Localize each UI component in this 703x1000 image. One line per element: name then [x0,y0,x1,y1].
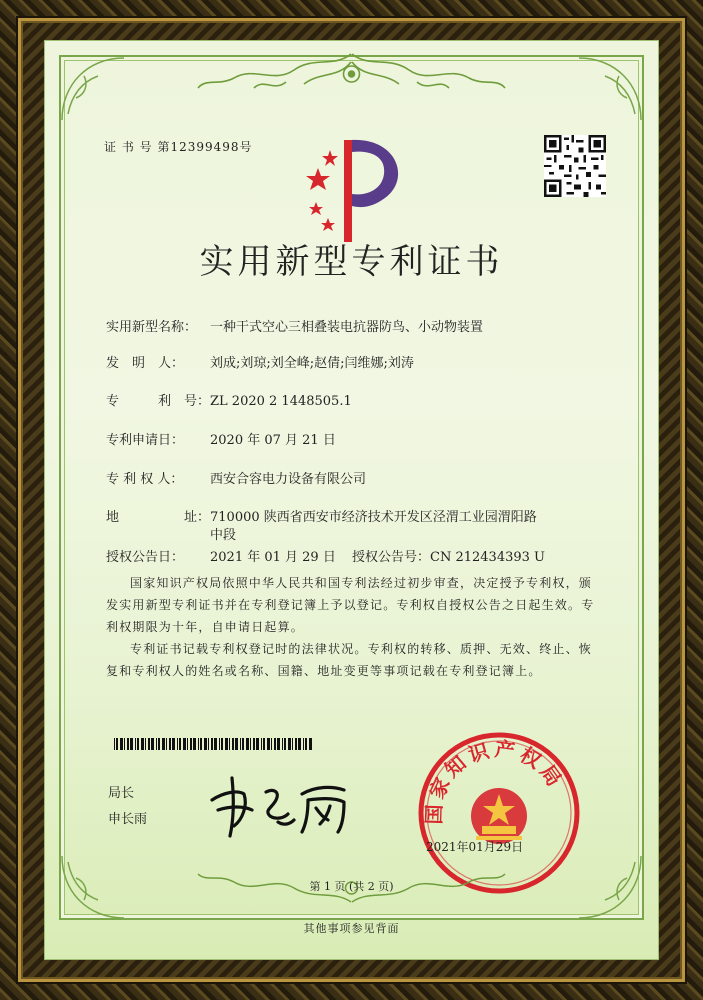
barcode-bar [214,738,217,750]
field-application-date-label: 专利申请日： [106,433,185,448]
barcode-bar [177,738,178,750]
patent-office-logo-icon [304,130,414,250]
field-grant-number-value: CN 212434393 U [430,550,545,565]
barcode-bar [156,738,157,750]
field-patent-number [106,390,352,409]
barcode-bar [277,738,280,750]
barcode-bar [309,738,312,750]
field-name-label: 实用新型名称： [106,320,198,335]
field-address-line2 [210,524,236,543]
barcode-bar [124,738,125,750]
barcode-bar [198,738,199,750]
barcode-bar [305,738,307,750]
field-inventor-value: 刘成;刘琼;刘全峰;赵倩;闫维娜;刘涛 [210,356,414,371]
barcode-bar [151,738,154,750]
field-patentee [106,468,366,487]
field-address-value-line1: 710000 陕西省西安市经济技术开发区泾渭工业园渭阳路 [210,510,537,525]
barcode-bar [169,738,171,750]
certificate-paper [44,40,659,960]
barcode-bar [250,738,251,750]
corner-ornament-icon [58,54,128,124]
field-grant-date-value: 2021 年 01 月 29 日 [210,550,336,565]
field-address-label: 地 址： [106,510,211,525]
barcode-bar [208,738,209,750]
field-grant-number [352,546,545,565]
field-address [106,506,537,525]
barcode-bar [130,738,133,750]
field-inventor-label: 发 明 人： [106,356,185,371]
barcode-bar [145,738,146,750]
barcode-bar [261,738,262,750]
barcode-bar [303,738,304,750]
field-patent-number-label: 专 利 号： [106,394,211,409]
barcode-bar [162,738,165,750]
barcode-bar [271,738,272,750]
barcode-bar [242,738,244,750]
barcode-bar [204,738,207,750]
barcode-bar [240,738,241,750]
barcode-bar [137,738,139,750]
legal-paragraph-2: 专利证书记载专利权登记时的法律状况。专利权的转移、质押、无效、终止、恢复和专利权人的姓名或名称、国籍、地址变更等事项记载在专利登记簿上。 [106,642,593,678]
certificate-number: 证 书 号 第12399498号 [104,140,253,154]
seal-date: 2021年01月29日 [426,840,524,854]
field-grant-date-label: 授权公告日： [106,550,185,565]
back-note: 其他事项参见背面 [303,922,400,935]
field-patentee-value: 西安合容电力设备有限公司 [210,472,367,487]
qr-code-icon [544,135,606,197]
director-title: 局长 [108,786,135,801]
barcode-bar [288,738,291,750]
director-signature-icon [204,770,354,840]
barcode-bar [200,738,202,750]
field-inventor [106,352,414,371]
barcode-bar [190,738,192,750]
barcode-bar [235,738,238,750]
barcode-icon [114,738,314,750]
field-application-date-value: 2020 年 07 月 21 日 [210,433,336,448]
barcode-bar [166,738,167,750]
barcode-bar [219,738,220,750]
field-name [106,316,483,335]
barcode-bar [225,738,228,750]
barcode-bar [127,738,129,750]
barcode-bar [135,738,136,750]
barcode-bar [183,738,186,750]
legal-paragraph-1: 国家知识产权局依照中华人民共和国专利法经过初步审查，决定授予专利权，颁发实用新型专利证书并在专利登记簿上予以登记。专利权自授权公告之日起生效。专利权期限为十年，自申请日起算。 [106,576,595,634]
field-grant-number-label: 授权公告号： [352,550,431,565]
barcode-bar [298,738,301,750]
barcode-bar [116,738,118,750]
barcode-bar [114,738,115,750]
director-name: 申长雨 [108,812,148,827]
field-patentee-label: 专 利 权 人： [106,472,184,487]
barcode-bar [158,738,160,750]
barcode-bar [232,738,234,750]
barcode-bar [120,738,123,750]
barcode-bar [274,738,276,750]
seal-text: 国家知识产权局 [421,736,569,825]
certificate-title: 实用新型专利证书 [199,242,504,282]
field-application-date [106,429,336,448]
barcode-bar [292,738,293,750]
field-patent-number-value: ZL 2020 2 1448505.1 [210,394,352,409]
barcode-bar [229,738,230,750]
field-address-value-line2: 中段 [210,528,237,543]
barcode-bar [253,738,255,750]
barcode-bar [179,738,181,750]
barcode-bar [141,738,144,750]
barcode-bar [148,738,150,750]
page-number: 第 1 页 (共 2 页) [309,880,394,893]
barcode-bar [263,738,265,750]
barcode-bar [211,738,213,750]
barcode-bar [221,738,223,750]
field-name-value: 一种干式空心三相叠装电抗器防鸟、小动物装置 [210,320,484,335]
barcode-bar [172,738,175,750]
field-grant-date [106,546,336,565]
barcode-bar [284,738,286,750]
barcode-bar [193,738,196,750]
barcode-bar [282,738,283,750]
barcode-bar [295,738,297,750]
barcode-bar [187,738,188,750]
barcode-bar [256,738,259,750]
barcode-bar [246,738,249,750]
top-ornament-icon [194,48,509,100]
corner-ornament-icon [575,54,645,124]
barcode-bar [267,738,270,750]
